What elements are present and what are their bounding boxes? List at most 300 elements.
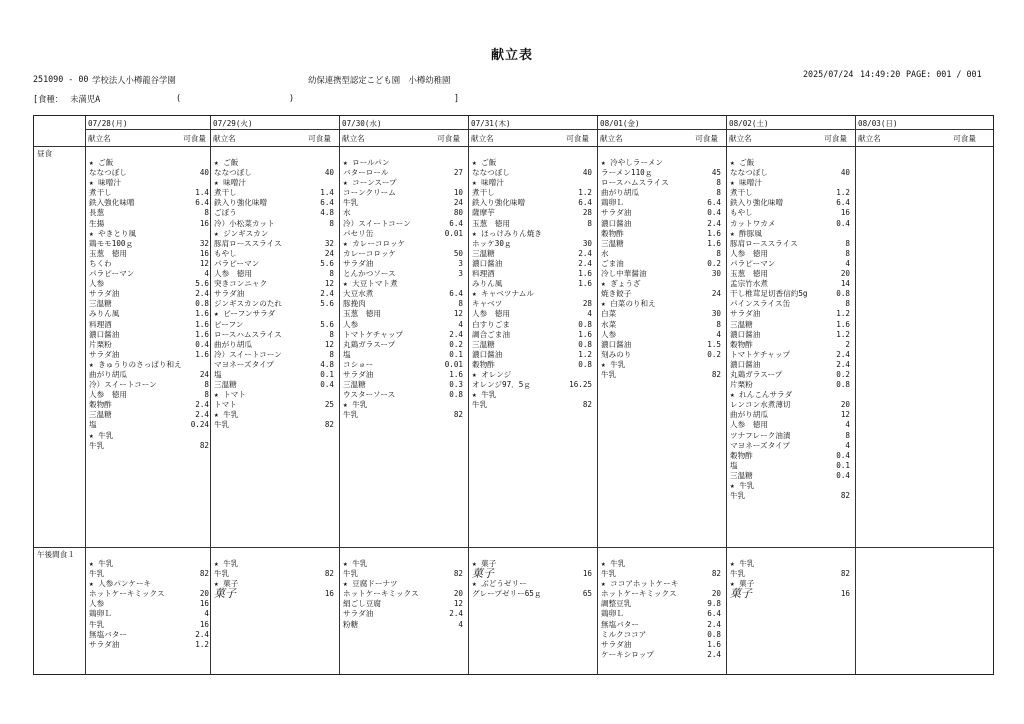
day-lunch-list [597, 158, 725, 380]
column-header [858, 133, 980, 144]
ingredient-quantity: 0.8 [195, 299, 209, 309]
dish-name: ★ 菓子 [214, 579, 239, 589]
list-item [468, 589, 596, 599]
list-item [85, 350, 213, 360]
ingredient-quantity: 1.6 [578, 329, 592, 339]
ingredient-quantity: 12 [324, 279, 334, 289]
ingredient-name: コショー [343, 359, 374, 369]
bracket-close: ] [454, 93, 460, 103]
list-item [726, 410, 854, 420]
list-item [339, 620, 467, 630]
ingredient-quantity: 8 [587, 218, 592, 228]
ingredient-quantity: 1.2 [578, 349, 592, 359]
ingredient-quantity: 2.4 [195, 289, 209, 299]
ingredient-quantity: 82 [453, 410, 463, 420]
list-item [726, 330, 854, 340]
ingredient-quantity: 82 [840, 569, 850, 579]
ingredient-name: 人参 徳用 [730, 248, 768, 258]
ingredient-name: パインスライス缶 [730, 299, 791, 309]
list-item [726, 400, 854, 410]
ingredient-name: 鉄入強化味噌 [89, 198, 135, 208]
dish-name: ★ 味噌汁 [89, 178, 121, 188]
ingredient-name: 人参 [601, 329, 617, 339]
ingredient-quantity: 0.8 [578, 319, 592, 329]
day-snack-list [210, 559, 338, 599]
ingredient-quantity: 6.4 [195, 198, 209, 208]
list-item [210, 390, 338, 400]
list-item [339, 569, 467, 579]
ingredient-name: カットワカメ [730, 218, 776, 228]
list-item [210, 178, 338, 188]
ingredient-quantity: 4 [458, 619, 463, 629]
list-item [597, 370, 725, 380]
ingredient-quantity: 40 [582, 168, 592, 178]
ingredient-quantity: 27 [453, 168, 463, 178]
ingredient-name: ホットケーキミックス [601, 589, 677, 599]
list-item [339, 559, 467, 569]
list-item [468, 350, 596, 360]
list-item [339, 269, 467, 279]
list-item [210, 380, 338, 390]
facility-code: 251090 - 00 [33, 74, 89, 84]
ingredient-name: 人参 徳用 [214, 269, 252, 279]
ingredient-quantity: 8 [716, 248, 721, 258]
list-item [468, 208, 596, 218]
ingredient-name: 水 [343, 208, 351, 218]
list-item [468, 168, 596, 178]
list-item [339, 410, 467, 420]
list-item [339, 219, 467, 229]
list-item [85, 269, 213, 279]
ingredient-name: ウスターソース [343, 390, 396, 400]
list-item [726, 559, 854, 569]
ingredient-quantity: 1.6 [195, 349, 209, 359]
ingredient-quantity: 25 [324, 400, 334, 410]
ingredient-quantity: 1.6 [578, 279, 592, 289]
dish-name: ★ きゅうりのさっぱり和え [89, 359, 182, 369]
dish-name: ★ れんこんサラダ [730, 390, 793, 400]
list-item [597, 259, 725, 269]
list-item [339, 188, 467, 198]
list-item [726, 279, 854, 289]
ingredient-quantity: 20 [453, 589, 463, 599]
ingredient-name: 調合ごま油 [472, 329, 510, 339]
ingredient-quantity: 8 [845, 299, 850, 309]
organization-name: 学校法人小樽龍谷学園 [92, 75, 176, 85]
ingredient-name: サラダ油 [89, 639, 120, 649]
dish-name: ★ 牛乳 [214, 410, 239, 420]
list-item [597, 239, 725, 249]
ingredient-name: 牛乳 [343, 569, 359, 579]
ingredient-quantity: 4.8 [320, 208, 334, 218]
list-item [726, 390, 854, 400]
ingredient-name: 豚肩ローススライス [730, 238, 798, 248]
ingredient-quantity: 28 [582, 208, 592, 218]
ingredient-quantity: 2.4 [195, 410, 209, 420]
list-item [210, 198, 338, 208]
ingredient-quantity: 0.1 [836, 460, 850, 470]
list-item [726, 198, 854, 208]
ingredient-quantity: 0.8 [578, 339, 592, 349]
dish-name: ★ 牛乳 [601, 559, 626, 568]
list-item [597, 650, 725, 660]
section-snack: 午後間食１ [37, 550, 75, 559]
ingredient-quantity: 20 [199, 589, 209, 599]
list-item [726, 309, 854, 319]
ingredient-quantity: 1.6 [195, 319, 209, 329]
ingredient-name: 牛乳 [601, 569, 617, 579]
ingredient-name: バターロール [343, 168, 389, 178]
list-item [85, 229, 213, 239]
ingredient-name: カレーコロッケ [343, 248, 397, 258]
row-divider [34, 547, 993, 548]
list-item [726, 158, 854, 168]
ingredient-quantity: 1.2 [578, 188, 592, 198]
ingredient-name: サラダ油 [89, 349, 120, 359]
day-lunch-list [468, 158, 596, 410]
list-item [597, 269, 725, 279]
ingredient-name: ごぼう [214, 208, 237, 218]
list-item [210, 259, 338, 269]
ingredient-name: 玉葱 徳用 [730, 269, 768, 279]
dish-name: ★ 牛乳 [89, 559, 114, 568]
ingredient-quantity: 82 [453, 569, 463, 579]
list-item [468, 390, 596, 400]
ingredient-quantity: 82 [199, 440, 209, 450]
list-item [597, 340, 725, 350]
list-item [210, 309, 338, 319]
ingredient-quantity: 8 [329, 218, 334, 228]
ingredient-quantity: 4 [845, 420, 850, 430]
list-item [726, 491, 854, 501]
ingredient-name: 無塩バター [89, 629, 127, 639]
ingredient-quantity: 0.1 [449, 349, 463, 359]
list-item [726, 168, 854, 178]
list-item [85, 340, 213, 350]
list-item [597, 579, 725, 589]
list-item [85, 390, 213, 400]
dish-name: ★ 味噌汁 [730, 178, 762, 188]
ingredient-quantity: 20 [711, 589, 721, 599]
ingredient-quantity: 16 [840, 208, 850, 218]
list-item [339, 609, 467, 619]
ingredient-name: 三温糖 [343, 380, 366, 390]
list-item [339, 279, 467, 289]
ingredient-name: サラダ油 [343, 258, 374, 268]
ingredient-quantity: 0.2 [836, 369, 850, 379]
day-date: 07/29(火) [213, 119, 253, 128]
day-snack-list [85, 559, 213, 650]
ingredient-name: とんかつソース [343, 269, 396, 279]
ingredient-quantity: 82 [840, 491, 850, 501]
ingredient-name: 曲がり胡瓜 [89, 369, 127, 379]
column-header [729, 133, 851, 144]
ingredient-quantity: 2.4 [707, 218, 721, 228]
ingredient-name: 三温糖 [89, 299, 112, 309]
ingredient-name: 玉葱 徳用 [472, 218, 510, 228]
ingredient-quantity: 1.6 [836, 319, 850, 329]
ingredient-name: 濃口醤油 [601, 218, 632, 228]
list-item [85, 380, 213, 390]
ingredient-name: 人参 徳用 [89, 390, 127, 400]
ingredient-quantity: 1.6 [707, 238, 721, 248]
dish-name: ★ トマト [214, 390, 246, 400]
list-item [597, 188, 725, 198]
list-item [726, 471, 854, 481]
list-item [597, 198, 725, 208]
day-snack-list [468, 559, 596, 599]
list-item [726, 320, 854, 330]
list-item [726, 589, 854, 599]
ingredient-quantity: 12 [840, 410, 850, 420]
list-item [597, 168, 725, 178]
dish-name: ★ ご飯 [472, 158, 497, 167]
list-item [597, 178, 725, 188]
dish-name: ★ 冷やしラーメン [601, 158, 663, 167]
list-item [597, 360, 725, 370]
dish-name: ★ オレンジ [472, 369, 512, 379]
ingredient-name: 無塩バター [601, 619, 639, 629]
dish-name: ★ 牛乳 [89, 430, 114, 440]
ingredient-quantity: 6.4 [449, 218, 463, 228]
list-item [468, 219, 596, 229]
ingredient-quantity: 40 [199, 168, 209, 178]
list-item [210, 589, 338, 599]
ingredient-name: みりん風 [472, 279, 503, 289]
dish-name: ★ 牛乳 [343, 400, 368, 410]
ingredient-name: レンコン水煮薄切 [730, 400, 791, 410]
list-item [339, 599, 467, 609]
list-item [85, 320, 213, 330]
ingredient-name: 調整豆乳 [601, 599, 632, 609]
ingredient-name: 人参 徳用 [730, 420, 768, 430]
ingredient-quantity: 1.6 [449, 369, 463, 379]
ingredient-quantity: 2.4 [578, 248, 592, 258]
ingredient-name: 三温糖 [89, 410, 112, 420]
list-item [468, 259, 596, 269]
ingredient-quantity: 40 [840, 168, 850, 178]
ingredient-quantity: 8 [329, 349, 334, 359]
ingredient-name: ケーキシロップ [601, 649, 654, 659]
list-item [85, 370, 213, 380]
ingredient-quantity: 1.6 [578, 269, 592, 279]
ingredient-quantity: 1.6 [707, 639, 721, 649]
ingredient-quantity: 24 [199, 369, 209, 379]
day-lunch-list [726, 158, 854, 501]
column-header [88, 133, 210, 144]
ingredient-quantity: 0.8 [449, 390, 463, 400]
ingredient-name: ラーメン110ｇ [601, 168, 653, 178]
ingredient-name: 濃口醤油 [601, 339, 632, 349]
dish-name: ★ コーンスープ [343, 178, 397, 188]
dish-name: ★ 牛乳 [214, 559, 239, 568]
dish-name: ★ 牛乳 [343, 559, 368, 568]
ingredient-name: 冷し中華醤油 [601, 269, 647, 279]
ingredient-quantity: 0.4 [836, 450, 850, 460]
dish-name: ★ ビーフンサラダ [214, 309, 276, 319]
list-item [85, 259, 213, 269]
ingredient-name: トマトケチャップ [343, 329, 404, 339]
ingredient-quantity: 14 [840, 279, 850, 289]
ingredient-quantity: 0.01 [444, 359, 463, 369]
ingredient-name: 片栗粉 [89, 339, 112, 349]
list-item [597, 289, 725, 299]
ingredient-quantity: 16 [199, 599, 209, 609]
list-item [597, 640, 725, 650]
day-snack-list [597, 559, 725, 660]
ingredient-name: 鶏モモ100ｇ [89, 238, 134, 248]
list-item [726, 188, 854, 198]
list-item [85, 279, 213, 289]
ingredient-name: もやし [730, 208, 753, 218]
ingredient-name: 牛乳 [601, 369, 617, 379]
ingredient-quantity: 0.4 [707, 208, 721, 218]
ingredient-quantity: 4 [458, 319, 463, 329]
ingredient-name: 牛乳 [343, 198, 359, 208]
list-item [468, 330, 596, 340]
ingredient-name: 焼き餃子 [601, 289, 632, 299]
ingredient-quantity: 2.4 [449, 329, 463, 339]
ingredient-quantity: 8 [845, 248, 850, 258]
ingredient-quantity: 0.2 [707, 349, 721, 359]
ingredient-name: 塩 [89, 420, 97, 430]
ingredient-name: 水 [601, 248, 609, 258]
ingredient-name: 人参 [89, 599, 105, 609]
list-item [85, 158, 213, 168]
ingredient-name: 鉄入り強化味噌 [214, 198, 268, 208]
list-item [468, 239, 596, 249]
list-item [85, 208, 213, 218]
ingredient-name: 鶏卵Ｌ [89, 609, 112, 619]
column-header [213, 133, 335, 144]
list-item [339, 380, 467, 390]
list-item [210, 229, 338, 239]
ingredient-name: 豚肩ローススライス [214, 238, 282, 248]
list-item [85, 219, 213, 229]
list-item [339, 178, 467, 188]
ingredient-name: ロースハムスライス [601, 178, 669, 188]
list-item [726, 249, 854, 259]
ingredient-name: 大豆水煮 [343, 289, 374, 299]
list-item [210, 249, 338, 259]
list-item [726, 360, 854, 370]
ingredient-quantity: 16 [840, 589, 850, 599]
list-item [210, 330, 338, 340]
list-item [85, 299, 213, 309]
ingredient-name: 粉糖 [343, 619, 359, 629]
ingredient-name: 濃口醤油 [472, 349, 503, 359]
list-item [597, 249, 725, 259]
list-item [468, 360, 596, 370]
list-item [339, 320, 467, 330]
ingredient-quantity: 3 [458, 269, 463, 279]
ingredient-quantity: 12 [453, 309, 463, 319]
ingredient-name: 三温糖 [730, 319, 753, 329]
list-item [468, 370, 596, 380]
ingredient-quantity: 10 [453, 188, 463, 198]
column-header [342, 133, 464, 144]
ingredient-quantity: 6.4 [836, 198, 850, 208]
list-item [726, 239, 854, 249]
ingredient-quantity: 82 [711, 569, 721, 579]
ingredient-name: 菓子 [730, 587, 752, 601]
list-item [339, 309, 467, 319]
list-item [597, 609, 725, 619]
ingredient-quantity: 8 [329, 329, 334, 339]
ingredient-name: 鉄入り強化味噌 [730, 198, 784, 208]
list-item [468, 178, 596, 188]
ingredient-name: トマト [214, 400, 237, 410]
ingredient-name: マヨネーズタイプ [730, 440, 790, 450]
menu-table [33, 115, 994, 675]
ingredient-quantity: 5.6 [320, 299, 334, 309]
list-item [339, 249, 467, 259]
ingredient-quantity: 2.4 [320, 289, 334, 299]
ingredient-name: 塩 [214, 369, 222, 379]
ingredient-quantity: 8 [204, 380, 209, 390]
ingredient-name: 三温糖 [472, 339, 495, 349]
menu-name-header: 献立名 [858, 134, 881, 143]
ingredient-name: 煮干し [89, 188, 112, 198]
ingredient-name: 牛乳 [89, 440, 105, 450]
ingredient-name: 長葱 [89, 208, 105, 218]
ingredient-name: オレンジ97．5ｇ [472, 380, 531, 390]
ingredient-name: 薩摩芋 [472, 208, 495, 218]
dish-name: ★ ジンギスカン [214, 228, 269, 238]
day-date: 07/30(水) [342, 119, 382, 128]
ingredient-quantity: 1.6 [195, 329, 209, 339]
list-item [597, 589, 725, 599]
list-item [468, 309, 596, 319]
ingredient-quantity: 24 [453, 198, 463, 208]
ingredient-name: パセリ缶 [343, 228, 374, 238]
list-item [85, 620, 213, 630]
ingredient-name: 丸鶏ガラスープ [730, 369, 783, 379]
ingredient-quantity: 4 [587, 309, 592, 319]
dish-name: ★ キャベツナムル [472, 289, 534, 299]
ingredient-quantity: 6.4 [578, 198, 592, 208]
list-item [726, 350, 854, 360]
ingredient-name: ななつぼし [730, 168, 768, 178]
dish-name: ★ ご飯 [730, 158, 755, 167]
ingredient-quantity: 12 [199, 258, 209, 268]
list-item [210, 320, 338, 330]
list-item [339, 350, 467, 360]
ingredient-quantity: 2.4 [707, 619, 721, 629]
ingredient-quantity: 3 [458, 258, 463, 268]
ingredient-quantity: 24 [324, 248, 334, 258]
menu-name-header: 献立名 [729, 134, 752, 143]
ingredient-quantity: 0.4 [320, 380, 334, 390]
ingredient-quantity: 0.8 [707, 629, 721, 639]
ingredient-quantity: 1.4 [195, 188, 209, 198]
list-item [85, 289, 213, 299]
list-item [726, 269, 854, 279]
list-item [210, 188, 338, 198]
ingredient-quantity: 50 [453, 248, 463, 258]
ingredient-name: 冷）スイートコーン [89, 380, 157, 390]
ingredient-quantity: 0.4 [836, 218, 850, 228]
dish-name: ★ 豆腐ドーナツ [343, 579, 398, 589]
ingredient-name: 牛乳 [472, 400, 488, 410]
list-item [85, 609, 213, 619]
ingredient-quantity: 30 [711, 269, 721, 279]
list-item [339, 158, 467, 168]
ingredient-quantity: 6.4 [707, 198, 721, 208]
list-item [726, 461, 854, 471]
ingredient-name: ミルクココア [601, 629, 647, 639]
day-lunch-list [210, 158, 338, 431]
